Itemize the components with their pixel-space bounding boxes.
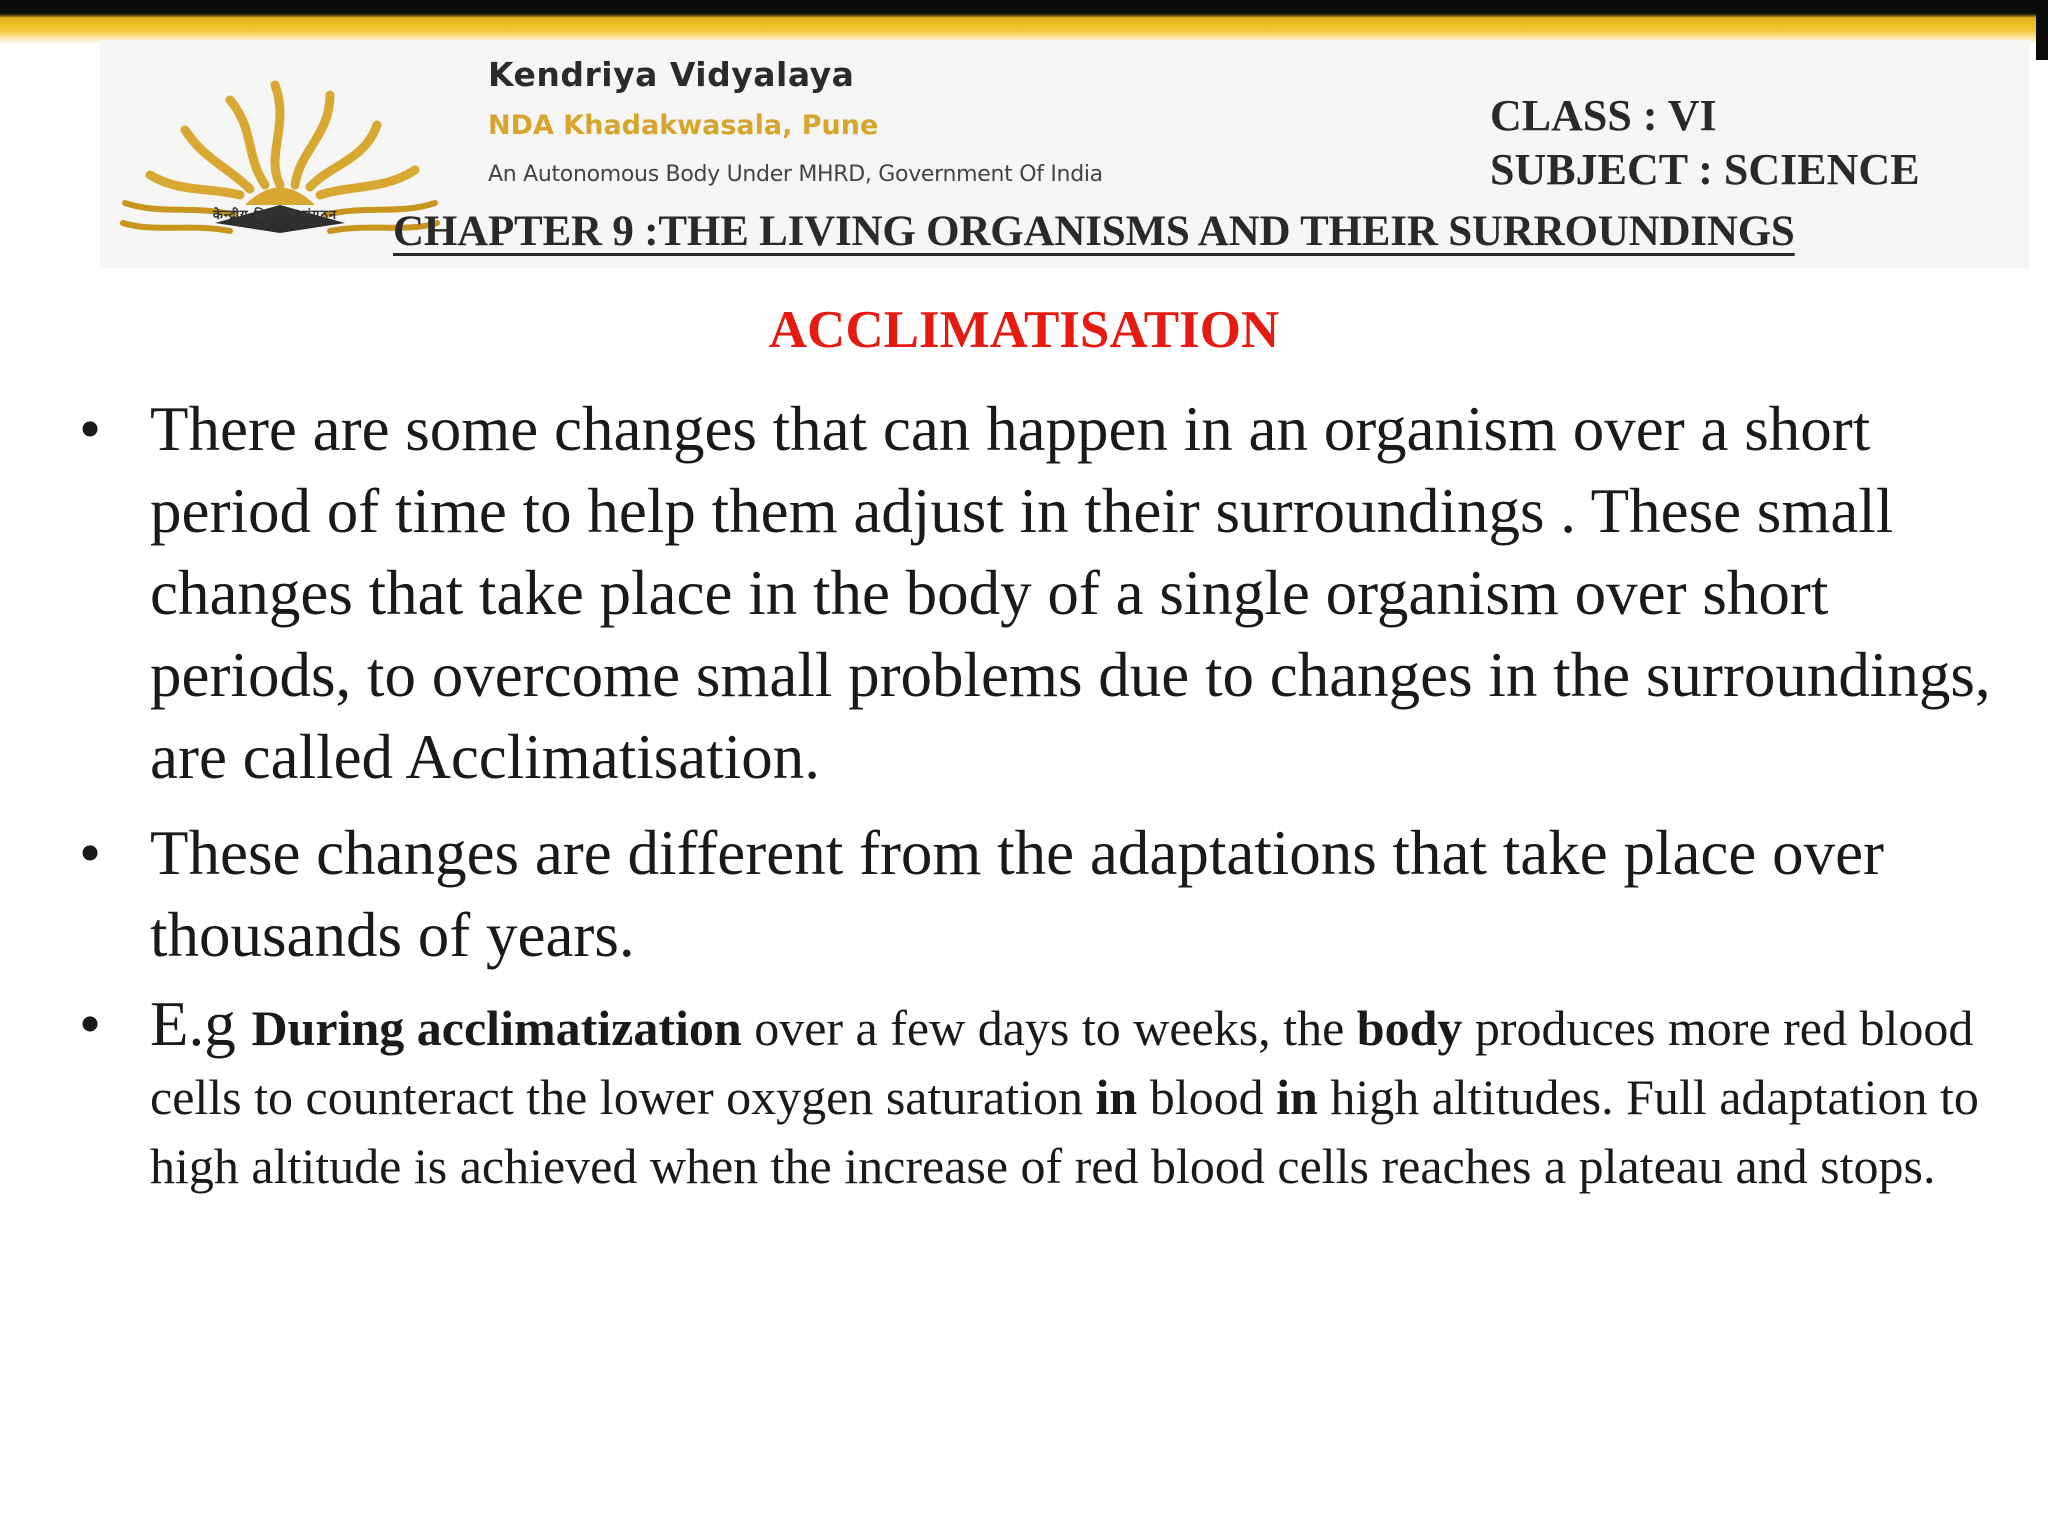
example-text: high altitudes. Full adaptation to high altitude is achieved when the increase of red blood cells reaches a plateau and stops. — [150, 1069, 1979, 1194]
bullet-list — [70, 388, 2000, 1201]
top-border-bar — [0, 0, 2048, 44]
example-bold-term: body — [1356, 1000, 1463, 1056]
bullet-dot-icon: • — [78, 394, 102, 464]
logo-caption: केन्द्रीय विद्यालय संगठन — [212, 208, 338, 223]
example-bold-term: During acclimatization — [251, 1000, 742, 1056]
class-label: CLASS : VI — [1490, 91, 1717, 140]
bullet-dot-icon: • — [78, 989, 102, 1059]
bullet-item-definition — [70, 388, 2000, 798]
bullet-dot-icon: • — [78, 818, 102, 888]
example-lead: E.g — [150, 989, 252, 1059]
slide-heading: ACCLIMATISATION — [768, 301, 1280, 359]
example-text: blood — [1137, 1069, 1277, 1125]
example-bold-term: in — [1276, 1069, 1318, 1125]
org-tagline: An Autonomous Body Under MHRD, Government Of India — [488, 162, 1103, 187]
top-border-corner — [2036, 0, 2048, 60]
bullet-item-example — [70, 990, 2000, 1201]
bullet-item-difference — [70, 812, 2000, 976]
example-bold-term: in — [1095, 1069, 1138, 1125]
org-name: Kendriya Vidyalaya — [488, 55, 855, 94]
subject-label: SUBJECT : SCIENCE — [1490, 145, 1920, 194]
example-text: produces more red blood cells to counteract the lower oxygen saturation — [150, 1000, 1974, 1125]
bullet-text-definition: There are some changes that can happen in an organism over a short period of time to help them adjust in their surroundings . These small changes that take place in the body of a single organism over short periods, to overcome small problems due to changes in the surroundings, are called Acclimatisation. — [150, 394, 1991, 792]
example-text: over a few days to weeks, the — [741, 1000, 1357, 1056]
chapter-title: CHAPTER 9 :THE LIVING ORGANISMS AND THEIR SURROUNDINGS — [393, 208, 1795, 255]
bullet-text-difference: These changes are different from the adaptations that take place over thousands of years. — [150, 818, 1885, 970]
org-location: NDA Khadakwasala, Pune — [488, 110, 879, 141]
